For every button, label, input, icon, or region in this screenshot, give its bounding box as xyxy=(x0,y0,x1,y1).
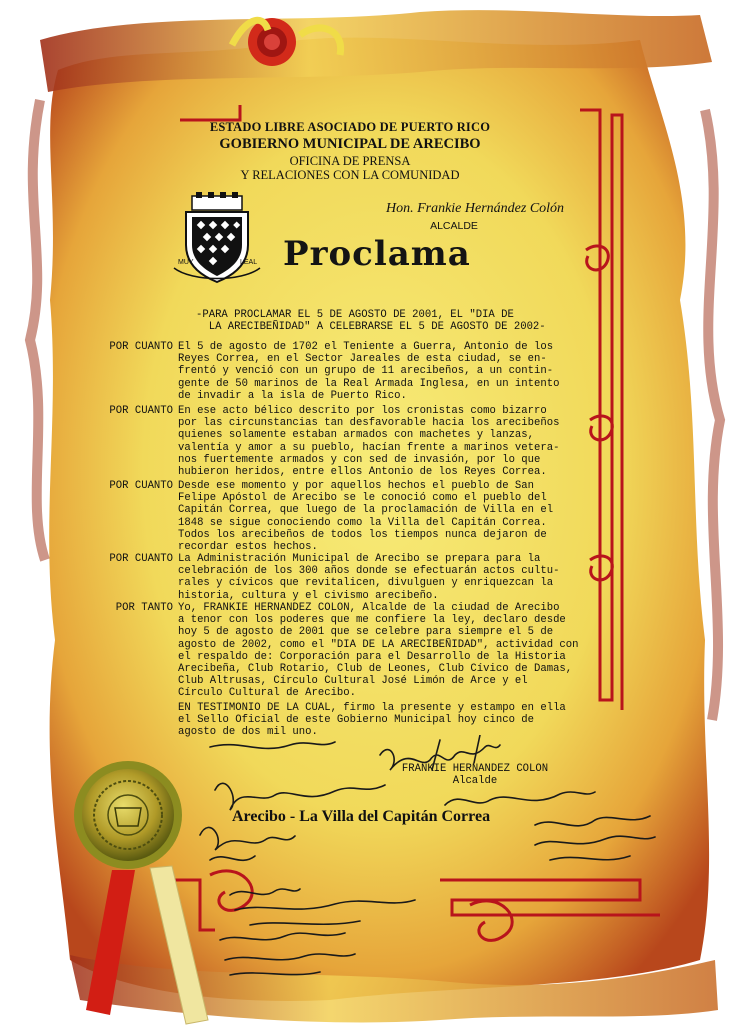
coat-of-arms-icon xyxy=(172,190,262,290)
closing-text: EN TESTIMONIO DE LA CUAL, firmo la presente y estampo en ella el Sello Oficial de este Gobierno Municipal hoy cinco de agosto de dos mil uno. xyxy=(178,702,566,739)
header-line-2: GOBIERNO MUNICIPAL DE ARECIBO xyxy=(219,136,481,152)
clause-text: En ese acto bélico descrito por los cronistas como bizarro por las circunstancias tan desfavorable hacia los arecibeños quienes solamente estaban armados con machetes y lanzas, valentía y amor a su pueblo, hacían frente a marinos vetera- nos fuertemente armados y con sed de invasión, por lo que hubieron heridos, entre ellos Antonio de los Reyes Correa. xyxy=(178,405,560,479)
crest-motto-right: LEAL xyxy=(240,259,258,266)
signer-title: Alcalde xyxy=(452,775,498,787)
header-line-3: OFICINA DE PRENSA xyxy=(289,154,411,168)
signer-name: FRANKIE HERNANDEZ COLON xyxy=(401,763,549,775)
clause-text: Yo, FRANKIE HERNANDEZ COLON, Alcalde de la ciudad de Arecibo a tenor con los poderes que me confiere la ley, declaro desde hoy 5 de agosto de 2001 que se celebre para siempre el 5 de agosto de 2002, como el "DIA DE LA ARECIBEÑIDAD", actividad con el respaldo de: Corporación para el Desarrollo de la Historia Arecibeña, Club Rotario, Club de Leones, Club Cívico de Damas, Club Altrusas, Círculo Cultural José Limón de Arce y el Círculo Cultural de Arecibo. xyxy=(178,602,579,700)
city-motto: Arecibo - La Villa del Capitán Correa xyxy=(232,808,491,825)
clause-label: POR TANTO xyxy=(115,602,173,614)
clause-text: El 5 de agosto de 1702 el Teniente a Guerra, Antonio de los Reyes Correa, en el Sector Jareales de esta ciudad, se en- frentó y venció con un grupo de 11 arecibeños, a un contin- gente de 50 marinos de la Real Armada Inglesa, en un intento de invadir a la isla de Puerto Rico. xyxy=(178,341,560,402)
header-line-4: Y RELACIONES CON LA COMUNIDAD xyxy=(240,168,460,182)
mayor-title: ALCALDE xyxy=(430,220,478,232)
clause-label: POR CUANTO xyxy=(109,341,173,353)
intro-text: -PARA PROCLAMAR EL 5 DE AGOSTO DE 2001, EL "DIA DE LA ARECIBEÑIDAD" A CELEBRARSE EL 5 DE AGOSTO DE 2002- xyxy=(196,309,546,333)
document-title: Proclama xyxy=(283,234,471,274)
clause-label: POR CUANTO xyxy=(109,480,173,492)
clause-text: La Administración Municipal de Arecibo se prepara para la celebración de los 300 años donde se efectuarán actos cultu- rales y cívicos que revitalicen, divulguen y enriquezcan la historia, cultura y el civismo arecibeño. xyxy=(178,553,560,602)
clause-label: POR CUANTO xyxy=(109,553,173,565)
header-line-1: ESTADO LIBRE ASOCIADO DE PUERTO RICO xyxy=(209,120,491,134)
crest-motto-left: MUY xyxy=(178,259,194,266)
clause-text: Desde ese momento y por aquellos hechos el pueblo de San Felipe Apóstol de Arecibo se le conoció como el pueblo del Capitán Correa, que luego de la proclamación de Villa en el 1848 se sigue conociendo como la Villa del Capitán Correa. Todos los arecibeños de todos los tiempos nunca dejaron de recordar estos hechos. xyxy=(178,480,554,554)
gold-seal xyxy=(74,761,182,869)
mayor-name: Hon. Frankie Hernández Colón xyxy=(385,201,565,216)
clause-label: POR CUANTO xyxy=(109,405,173,417)
